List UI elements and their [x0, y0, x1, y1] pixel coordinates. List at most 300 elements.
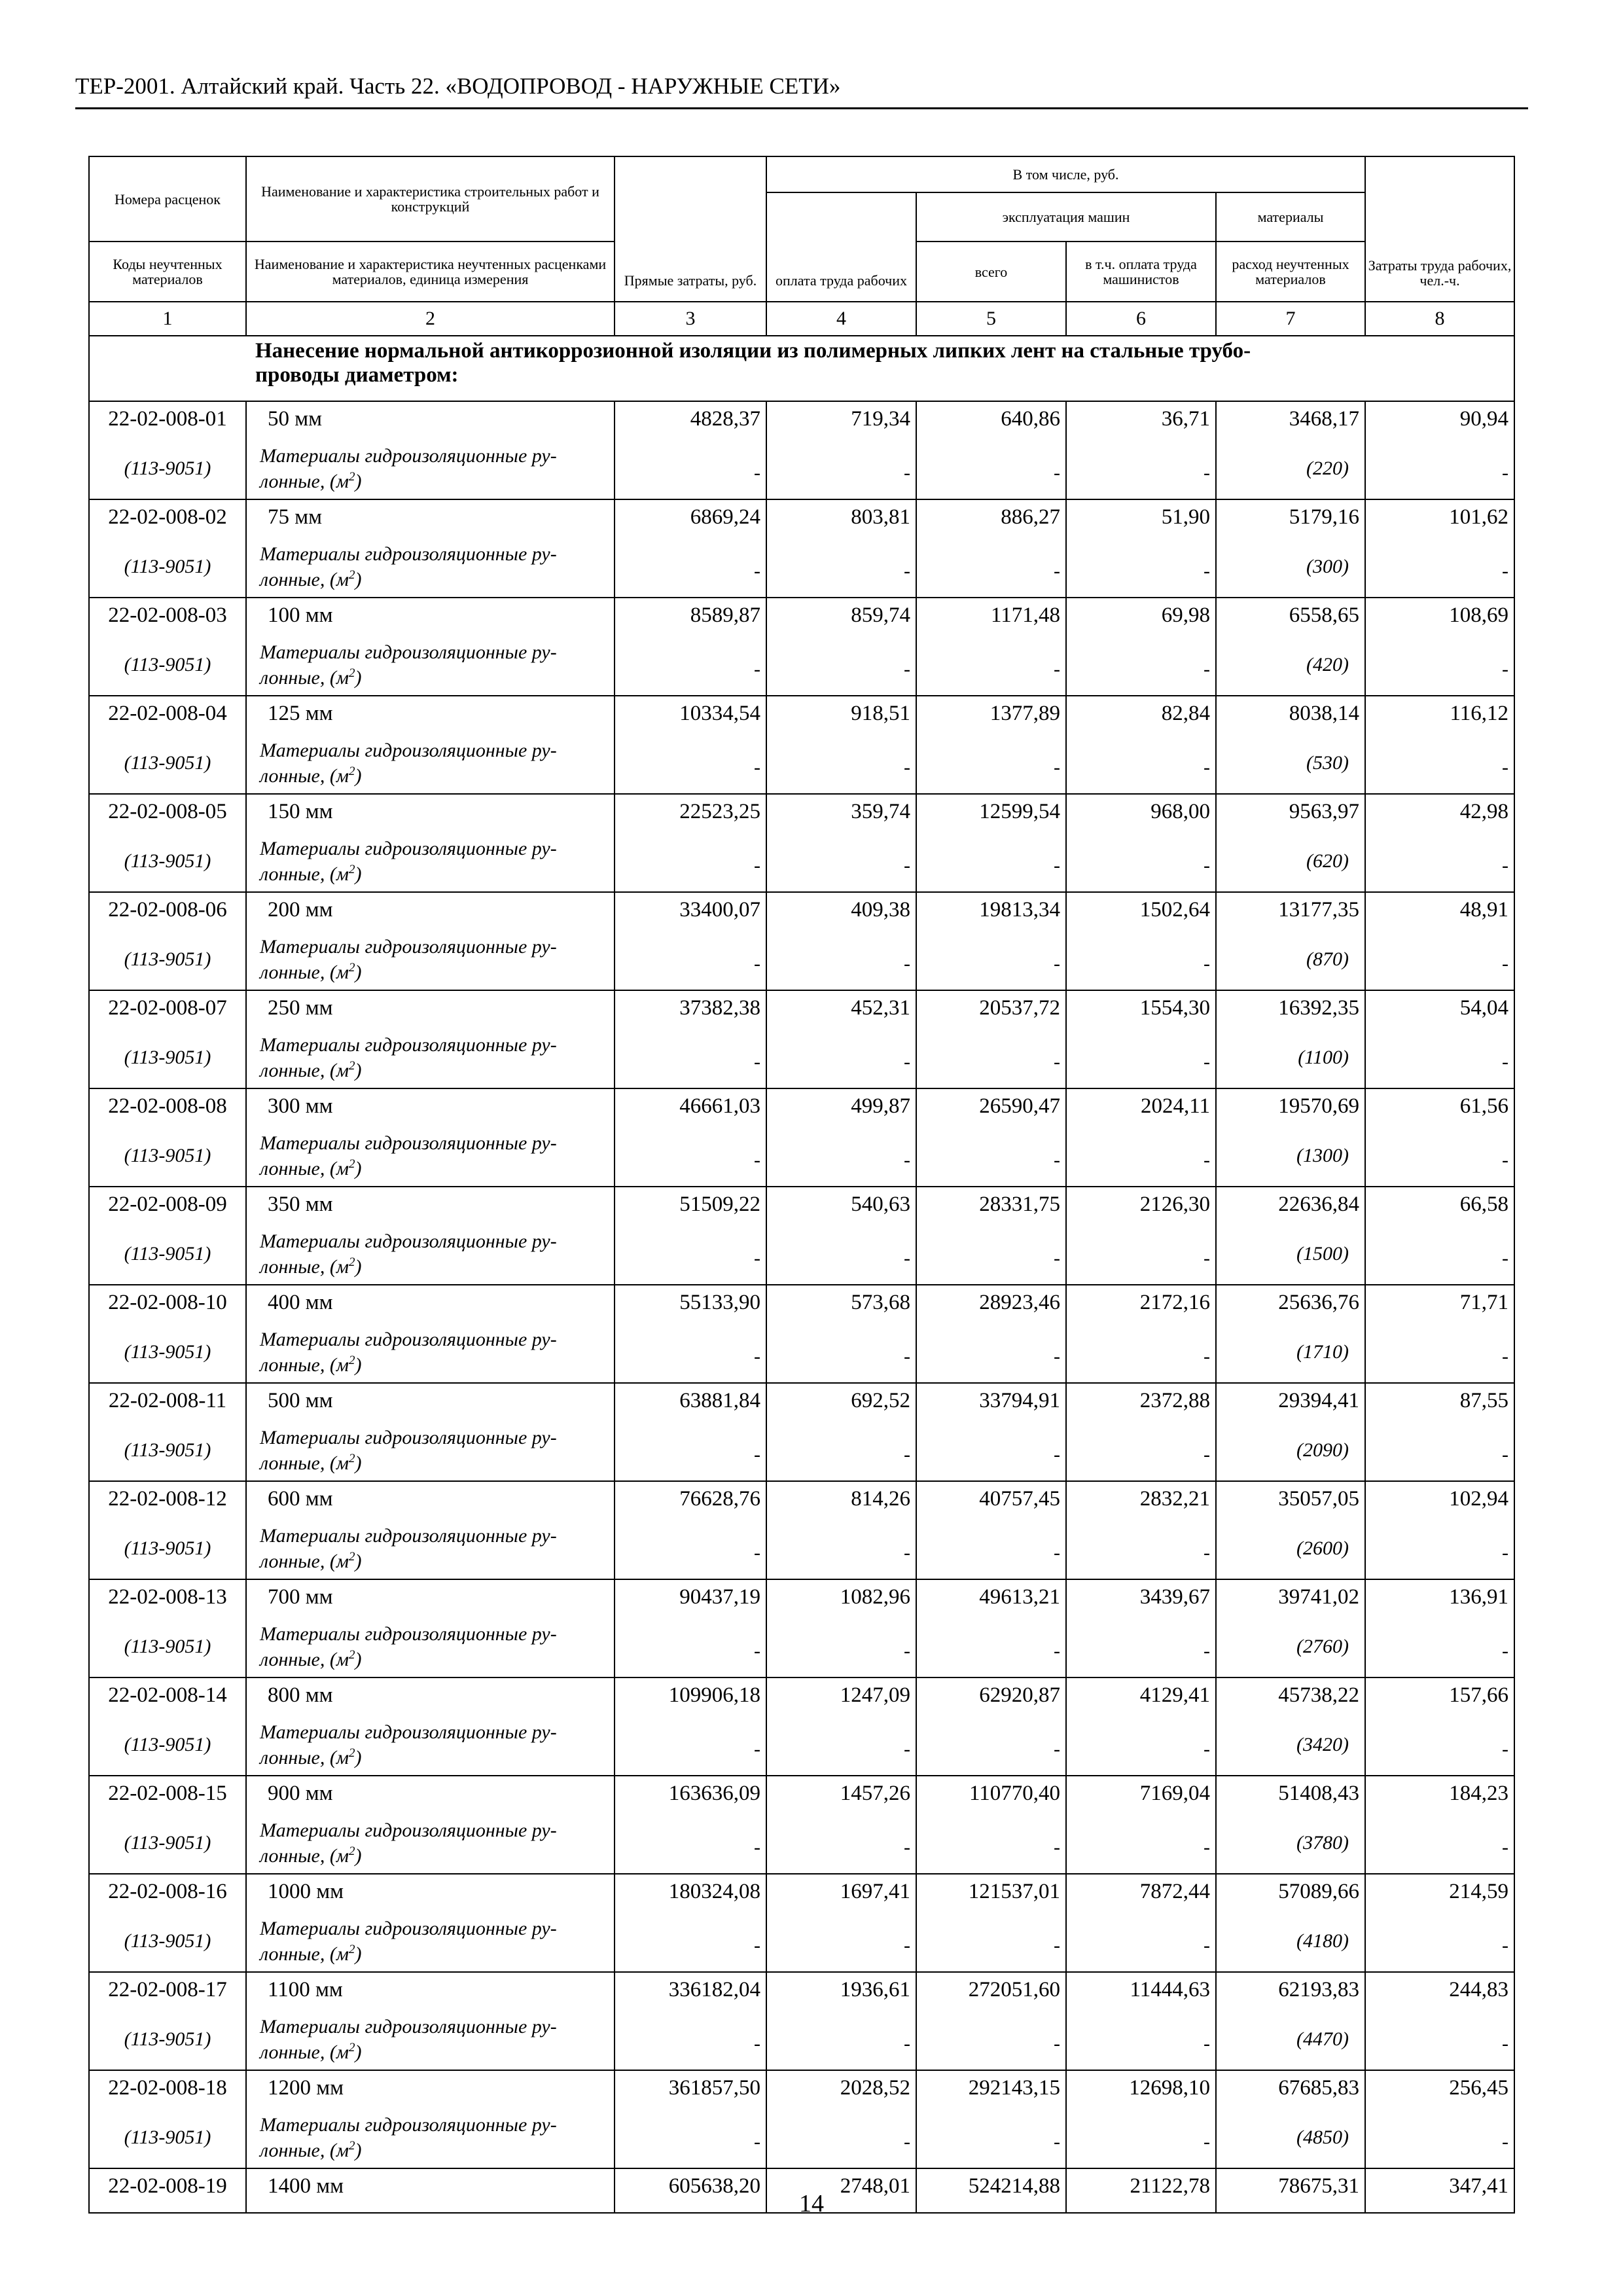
empty-value-dash: - — [916, 1518, 1066, 1579]
machine-cost: 121537,01 — [916, 1874, 1066, 1911]
labor-hours: 244,83 — [1365, 1972, 1514, 2009]
material-name — [246, 831, 615, 892]
direct-cost: 90437,19 — [615, 1579, 766, 1617]
empty-value-dash: - — [1066, 1617, 1216, 1677]
rate-row — [89, 401, 1514, 439]
material-name-line-1: Материалы гидроизоляционные ру- — [260, 1230, 557, 1252]
material-name-line-1: Материалы гидроизоляционные ру- — [260, 837, 557, 859]
table-header — [89, 156, 1514, 336]
empty-value-dash: - — [1066, 2009, 1216, 2070]
machine-labor-cost: 11444,63 — [1066, 1972, 1216, 2009]
material-name-line-1: Материалы гидроизоляционные ру- — [260, 641, 557, 663]
material-unit-close: ) — [355, 2041, 362, 2063]
material-row — [89, 1028, 1514, 1088]
materials-cost: 22636,84 — [1216, 1187, 1365, 1224]
material-unit-close: ) — [355, 1157, 362, 1179]
empty-value-dash: - — [615, 1322, 766, 1383]
materials-cost: 35057,05 — [1216, 1481, 1365, 1518]
rate-code: 22-02-008-03 — [89, 598, 246, 635]
empty-value-dash: - — [916, 1617, 1066, 1677]
material-name-line-2 — [260, 1547, 610, 1572]
empty-value-dash: - — [615, 1813, 766, 1874]
col6-header: в т.ч. оплата труда машинистов — [1066, 242, 1216, 302]
material-code: (113-9051) — [89, 831, 246, 892]
material-name — [246, 1322, 615, 1383]
direct-cost: 109906,18 — [615, 1677, 766, 1715]
labor-hours: 54,04 — [1365, 990, 1514, 1028]
empty-value-dash: - — [1066, 1126, 1216, 1187]
material-name-line-2 — [260, 1743, 610, 1768]
labor-hours: 71,71 — [1365, 1285, 1514, 1322]
machine-labor-cost: 2832,21 — [1066, 1481, 1216, 1518]
materials-cost: 29394,41 — [1216, 1383, 1365, 1420]
machines-header: эксплуатация машин — [916, 192, 1216, 242]
empty-value-dash: - — [1066, 635, 1216, 696]
work-name: 1200 мм — [246, 2070, 615, 2108]
direct-cost: 55133,90 — [615, 1285, 766, 1322]
section-title-line-1: Нанесение нормальной антикоррозионной изоляции из полимерных липких лент на стальные трубо- — [255, 339, 1251, 363]
work-name: 600 мм — [246, 1481, 615, 1518]
material-name — [246, 1126, 615, 1187]
empty-value-dash: - — [766, 1224, 916, 1285]
direct-cost: 6869,24 — [615, 499, 766, 537]
empty-value-dash: - — [1066, 929, 1216, 990]
labor-cost: 409,38 — [766, 892, 916, 929]
material-unit-text: лонные, (м — [260, 470, 349, 492]
materials-cost: 78675,31 — [1216, 2168, 1365, 2213]
empty-value-dash: - — [766, 1322, 916, 1383]
labor-cost: 359,74 — [766, 794, 916, 831]
machine-cost: 1377,89 — [916, 696, 1066, 733]
rate-code: 22-02-008-12 — [89, 1481, 246, 1518]
materials-cost: 57089,66 — [1216, 1874, 1365, 1911]
col1-header-bottom: Коды неучтенных материалов — [89, 242, 246, 302]
material-unit-exponent: 2 — [348, 764, 355, 778]
empty-value-dash: - — [916, 1911, 1066, 1972]
empty-value-dash: - — [766, 929, 916, 990]
machine-labor-cost: 1554,30 — [1066, 990, 1216, 1028]
material-unit-close: ) — [355, 1255, 362, 1278]
empty-value-dash: - — [615, 733, 766, 794]
material-unit-text: лонные, (м — [260, 1648, 349, 1670]
direct-cost: 46661,03 — [615, 1088, 766, 1126]
material-quantity: (530) — [1216, 733, 1365, 794]
rate-row — [89, 1776, 1514, 1813]
material-code: (113-9051) — [89, 1028, 246, 1088]
machine-cost: 33794,91 — [916, 1383, 1066, 1420]
machine-labor-cost: 21122,78 — [1066, 2168, 1216, 2213]
empty-value-dash: - — [1365, 1715, 1514, 1776]
rate-code: 22-02-008-19 — [89, 2168, 246, 2213]
empty-value-dash: - — [916, 1224, 1066, 1285]
material-code: (113-9051) — [89, 733, 246, 794]
direct-cost: 37382,38 — [615, 990, 766, 1028]
work-name: 500 мм — [246, 1383, 615, 1420]
labor-hours: 102,94 — [1365, 1481, 1514, 1518]
rate-row — [89, 1579, 1514, 1617]
material-unit-text: лонные, (м — [260, 1844, 349, 1867]
labor-cost: 814,26 — [766, 1481, 916, 1518]
empty-value-dash: - — [766, 635, 916, 696]
empty-value-dash: - — [1365, 1322, 1514, 1383]
empty-value-dash: - — [916, 1126, 1066, 1187]
empty-value-dash: - — [1365, 635, 1514, 696]
empty-value-dash: - — [1066, 537, 1216, 598]
material-name-line-1: Материалы гидроизоляционные ру- — [260, 1819, 557, 1841]
machine-cost: 28923,46 — [916, 1285, 1066, 1322]
empty-value-dash: - — [615, 1617, 766, 1677]
work-name: 200 мм — [246, 892, 615, 929]
work-name: 900 мм — [246, 1776, 615, 1813]
rate-code: 22-02-008-01 — [89, 401, 246, 439]
empty-value-dash: - — [1066, 1420, 1216, 1481]
column-number: 8 — [1365, 302, 1514, 336]
material-name-line-1: Материалы гидроизоляционные ру- — [260, 2113, 557, 2136]
material-name-line-1: Материалы гидроизоляционные ру- — [260, 1328, 557, 1350]
column-numbers-row — [89, 302, 1514, 336]
material-name-line-2 — [260, 2037, 610, 2063]
empty-value-dash: - — [1066, 733, 1216, 794]
material-name-line-2 — [260, 1350, 610, 1376]
labor-cost: 859,74 — [766, 598, 916, 635]
material-code: (113-9051) — [89, 1322, 246, 1383]
direct-cost: 8589,87 — [615, 598, 766, 635]
labor-hours: 61,56 — [1365, 1088, 1514, 1126]
material-unit-close: ) — [355, 1059, 362, 1081]
empty-value-dash: - — [1066, 439, 1216, 499]
material-quantity: (2600) — [1216, 1518, 1365, 1579]
empty-value-dash: - — [1365, 733, 1514, 794]
material-unit-text: лонные, (м — [260, 666, 349, 689]
empty-value-dash: - — [766, 2108, 916, 2168]
machine-cost: 49613,21 — [916, 1579, 1066, 1617]
labor-hours: 347,41 — [1365, 2168, 1514, 2213]
material-code: (113-9051) — [89, 1420, 246, 1481]
material-name-line-2 — [260, 663, 610, 689]
empty-value-dash: - — [766, 1911, 916, 1972]
machine-cost: 20537,72 — [916, 990, 1066, 1028]
material-code: (113-9051) — [89, 537, 246, 598]
materials-cost: 67685,83 — [1216, 2070, 1365, 2108]
labor-hours: 42,98 — [1365, 794, 1514, 831]
labor-cost: 803,81 — [766, 499, 916, 537]
empty-value-dash: - — [615, 831, 766, 892]
direct-cost: 33400,07 — [615, 892, 766, 929]
column-number: 4 — [766, 302, 916, 336]
col4-header: оплата труда рабочих — [766, 192, 916, 302]
empty-value-dash: - — [1066, 1028, 1216, 1088]
material-unit-text: лонные, (м — [260, 568, 349, 590]
material-name-line-2 — [260, 1841, 610, 1867]
rate-row — [89, 696, 1514, 733]
material-unit-exponent: 2 — [348, 1451, 355, 1465]
material-code: (113-9051) — [89, 929, 246, 990]
empty-value-dash: - — [766, 733, 916, 794]
labor-hours: 136,91 — [1365, 1579, 1514, 1617]
rate-code: 22-02-008-08 — [89, 1088, 246, 1126]
empty-value-dash: - — [615, 929, 766, 990]
machine-cost: 110770,40 — [916, 1776, 1066, 1813]
direct-cost: 180324,08 — [615, 1874, 766, 1911]
material-quantity: (420) — [1216, 635, 1365, 696]
rate-row — [89, 499, 1514, 537]
material-code: (113-9051) — [89, 1813, 246, 1874]
material-quantity: (220) — [1216, 439, 1365, 499]
material-row — [89, 929, 1514, 990]
empty-value-dash: - — [1365, 1126, 1514, 1187]
work-name: 400 мм — [246, 1285, 615, 1322]
machine-labor-cost: 2126,30 — [1066, 1187, 1216, 1224]
machine-labor-cost: 7169,04 — [1066, 1776, 1216, 1813]
machine-cost: 62920,87 — [916, 1677, 1066, 1715]
material-code: (113-9051) — [89, 1715, 246, 1776]
rate-code: 22-02-008-13 — [89, 1579, 246, 1617]
empty-value-dash: - — [766, 1420, 916, 1481]
empty-value-dash: - — [615, 1518, 766, 1579]
material-row — [89, 1518, 1514, 1579]
materials-header: материалы — [1216, 192, 1365, 242]
empty-value-dash: - — [916, 1028, 1066, 1088]
material-name-line-2 — [260, 761, 610, 787]
rate-code: 22-02-008-07 — [89, 990, 246, 1028]
material-unit-text: лонные, (м — [260, 863, 349, 885]
material-unit-exponent: 2 — [348, 1549, 355, 1564]
empty-value-dash: - — [1365, 929, 1514, 990]
labor-hours: 214,59 — [1365, 1874, 1514, 1911]
rate-code: 22-02-008-04 — [89, 696, 246, 733]
material-unit-exponent: 2 — [348, 666, 355, 680]
material-name — [246, 2108, 615, 2168]
material-row — [89, 1224, 1514, 1285]
machine-labor-cost: 2172,16 — [1066, 1285, 1216, 1322]
material-name-line-2 — [260, 1645, 610, 1670]
material-name — [246, 1028, 615, 1088]
rate-row — [89, 1481, 1514, 1518]
direct-cost: 76628,76 — [615, 1481, 766, 1518]
empty-value-dash: - — [916, 733, 1066, 794]
material-unit-text: лонные, (м — [260, 1550, 349, 1572]
labor-cost: 918,51 — [766, 696, 916, 733]
material-unit-close: ) — [355, 2139, 362, 2161]
rate-code: 22-02-008-10 — [89, 1285, 246, 1322]
empty-value-dash: - — [615, 2009, 766, 2070]
rate-code: 22-02-008-06 — [89, 892, 246, 929]
labor-hours: 108,69 — [1365, 598, 1514, 635]
materials-cost: 25636,76 — [1216, 1285, 1365, 1322]
material-quantity: (300) — [1216, 537, 1365, 598]
material-quantity: (4850) — [1216, 2108, 1365, 2168]
material-row — [89, 537, 1514, 598]
material-name-line-1: Материалы гидроизоляционные ру- — [260, 1033, 557, 1056]
rate-row — [89, 1972, 1514, 2009]
direct-cost: 10334,54 — [615, 696, 766, 733]
material-unit-exponent: 2 — [348, 1844, 355, 1858]
empty-value-dash: - — [766, 537, 916, 598]
rate-code: 22-02-008-16 — [89, 1874, 246, 1911]
work-name: 125 мм — [246, 696, 615, 733]
empty-value-dash: - — [1365, 1420, 1514, 1481]
material-name-line-2 — [260, 1252, 610, 1278]
material-quantity: (1710) — [1216, 1322, 1365, 1383]
material-unit-text: лонные, (м — [260, 1255, 349, 1278]
machine-cost: 524214,88 — [916, 2168, 1066, 2213]
document-title: ТЕР-2001. Алтайский край. Часть 22. «ВОДОПРОВОД - НАРУЖНЫЕ СЕТИ» — [75, 73, 841, 99]
material-code: (113-9051) — [89, 635, 246, 696]
machine-labor-cost: 69,98 — [1066, 598, 1216, 635]
material-name-line-1: Материалы гидроизоляционные ру- — [260, 1132, 557, 1154]
empty-value-dash: - — [1365, 1224, 1514, 1285]
machine-cost: 886,27 — [916, 499, 1066, 537]
material-name-line-1: Материалы гидроизоляционные ру- — [260, 1623, 557, 1645]
material-name — [246, 929, 615, 990]
material-unit-close: ) — [355, 1648, 362, 1670]
labor-cost: 2748,01 — [766, 2168, 916, 2213]
machine-labor-cost: 51,90 — [1066, 499, 1216, 537]
material-unit-close: ) — [355, 1746, 362, 1768]
machine-labor-cost: 4129,41 — [1066, 1677, 1216, 1715]
material-unit-close: ) — [355, 961, 362, 983]
material-quantity: (3780) — [1216, 1813, 1365, 1874]
material-name-line-2 — [260, 958, 610, 983]
material-name-line-2 — [260, 1154, 610, 1179]
empty-value-dash: - — [766, 1028, 916, 1088]
empty-value-dash: - — [766, 1518, 916, 1579]
work-name: 250 мм — [246, 990, 615, 1028]
material-row — [89, 831, 1514, 892]
labor-cost: 1936,61 — [766, 1972, 916, 2009]
col2-header-bottom: Наименование и характеристика неучтенных расценками материалов, единица измерения — [246, 242, 615, 302]
machine-labor-cost: 3439,67 — [1066, 1579, 1216, 1617]
labor-cost: 452,31 — [766, 990, 916, 1028]
empty-value-dash: - — [1066, 1518, 1216, 1579]
material-unit-text: лонные, (м — [260, 1157, 349, 1179]
material-unit-close: ) — [355, 666, 362, 689]
empty-value-dash: - — [1365, 1028, 1514, 1088]
empty-value-dash: - — [766, 439, 916, 499]
empty-value-dash: - — [916, 1813, 1066, 1874]
empty-value-dash: - — [766, 2009, 916, 2070]
material-code: (113-9051) — [89, 1617, 246, 1677]
material-name-line-1: Материалы гидроизоляционные ру- — [260, 739, 557, 761]
section-title-row — [89, 336, 1514, 401]
material-unit-exponent: 2 — [348, 1157, 355, 1171]
rate-row — [89, 1187, 1514, 1224]
materials-cost: 8038,14 — [1216, 696, 1365, 733]
empty-value-dash: - — [615, 1126, 766, 1187]
machine-cost: 28331,75 — [916, 1187, 1066, 1224]
material-name-line-2 — [260, 467, 610, 492]
empty-value-dash: - — [1365, 831, 1514, 892]
material-code: (113-9051) — [89, 439, 246, 499]
empty-value-dash: - — [766, 831, 916, 892]
material-name — [246, 1813, 615, 1874]
empty-value-dash: - — [1365, 1813, 1514, 1874]
labor-hours: 256,45 — [1365, 2070, 1514, 2108]
material-quantity: (3420) — [1216, 1715, 1365, 1776]
material-name-line-2 — [260, 1448, 610, 1474]
material-unit-exponent: 2 — [348, 469, 355, 484]
machine-labor-cost: 7872,44 — [1066, 1874, 1216, 1911]
rate-row — [89, 1285, 1514, 1322]
material-unit-close: ) — [355, 764, 362, 787]
labor-cost: 540,63 — [766, 1187, 916, 1224]
empty-value-dash: - — [1365, 2009, 1514, 2070]
empty-value-dash: - — [615, 635, 766, 696]
labor-hours: 116,12 — [1365, 696, 1514, 733]
rate-row — [89, 1677, 1514, 1715]
material-quantity: (1500) — [1216, 1224, 1365, 1285]
col8-header: Затраты труда рабочих, чел.-ч. — [1365, 156, 1514, 302]
material-name-line-1: Материалы гидроизоляционные ру- — [260, 2015, 557, 2037]
work-name: 800 мм — [246, 1677, 615, 1715]
labor-hours: 87,55 — [1365, 1383, 1514, 1420]
labor-hours: 90,94 — [1365, 401, 1514, 439]
machine-cost: 272051,60 — [916, 1972, 1066, 2009]
rate-row — [89, 1383, 1514, 1420]
material-unit-exponent: 2 — [348, 862, 355, 876]
material-name — [246, 635, 615, 696]
materials-cost: 62193,83 — [1216, 1972, 1365, 2009]
rate-row — [89, 892, 1514, 929]
material-unit-close: ) — [355, 1844, 362, 1867]
empty-value-dash: - — [615, 1715, 766, 1776]
rate-code: 22-02-008-14 — [89, 1677, 246, 1715]
labor-cost: 1697,41 — [766, 1874, 916, 1911]
material-quantity: (2090) — [1216, 1420, 1365, 1481]
empty-value-dash: - — [1066, 1715, 1216, 1776]
machine-labor-cost: 968,00 — [1066, 794, 1216, 831]
machine-cost: 292143,15 — [916, 2070, 1066, 2108]
material-code: (113-9051) — [89, 2009, 246, 2070]
empty-value-dash: - — [1365, 439, 1514, 499]
rate-code: 22-02-008-11 — [89, 1383, 246, 1420]
col1-header-top: Номера расценок — [89, 156, 246, 242]
material-name — [246, 1715, 615, 1776]
material-quantity: (1100) — [1216, 1028, 1365, 1088]
work-name: 1100 мм — [246, 1972, 615, 2009]
machine-labor-cost: 12698,10 — [1066, 2070, 1216, 2108]
material-code: (113-9051) — [89, 1518, 246, 1579]
material-unit-text: лонные, (м — [260, 764, 349, 787]
rate-row — [89, 598, 1514, 635]
empty-value-dash: - — [916, 831, 1066, 892]
rates-table — [88, 156, 1515, 2214]
labor-hours: 101,62 — [1365, 499, 1514, 537]
material-name-line-1: Материалы гидроизоляционные ру- — [260, 444, 557, 467]
materials-cost: 5179,16 — [1216, 499, 1365, 537]
rate-code: 22-02-008-15 — [89, 1776, 246, 1813]
material-unit-text: лонные, (м — [260, 1059, 349, 1081]
incl-header: В том числе, руб. — [766, 156, 1365, 192]
column-number: 3 — [615, 302, 766, 336]
direct-cost: 336182,04 — [615, 1972, 766, 2009]
materials-cost: 3468,17 — [1216, 401, 1365, 439]
empty-value-dash: - — [1066, 831, 1216, 892]
empty-value-dash: - — [615, 439, 766, 499]
rate-code: 22-02-008-17 — [89, 1972, 246, 2009]
empty-value-dash: - — [615, 1911, 766, 1972]
empty-value-dash: - — [1365, 1617, 1514, 1677]
col7-header: расход неучтенных материалов — [1216, 242, 1365, 302]
machine-cost: 12599,54 — [916, 794, 1066, 831]
material-row — [89, 1617, 1514, 1677]
empty-value-dash: - — [916, 635, 1066, 696]
material-name — [246, 537, 615, 598]
direct-cost: 63881,84 — [615, 1383, 766, 1420]
direct-cost: 361857,50 — [615, 2070, 766, 2108]
empty-value-dash: - — [1066, 1224, 1216, 1285]
work-name: 75 мм — [246, 499, 615, 537]
